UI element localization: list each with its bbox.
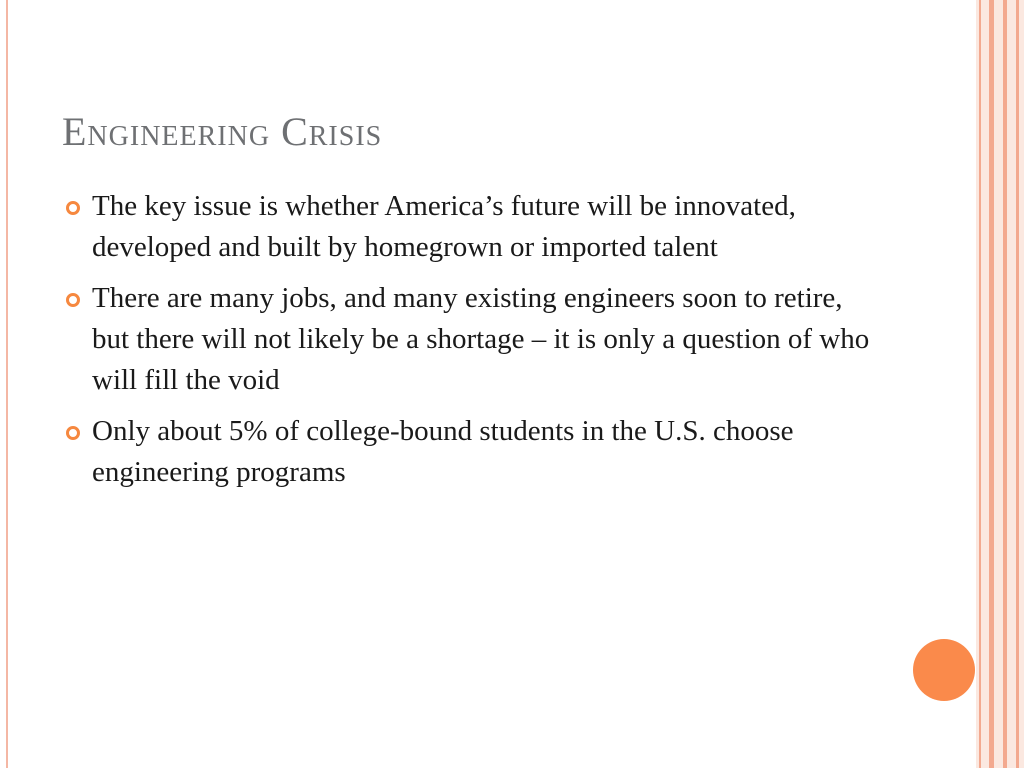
bullet-text: Only about 5% of college-bound students in the U.S. choose engineering programs [92, 415, 794, 488]
stripe [979, 0, 981, 768]
slide-title: Engineering Crisis [62, 109, 383, 154]
bullet-item [62, 186, 882, 268]
orange-dot-icon [913, 639, 975, 701]
circle-bullet-icon [66, 201, 80, 215]
stripe [1016, 0, 1019, 768]
bullet-item [62, 278, 882, 401]
left-border-line [6, 0, 8, 768]
right-decorative-stripes [976, 0, 1024, 768]
stripe [989, 0, 994, 768]
circle-bullet-icon [66, 293, 80, 307]
bullet-item [62, 411, 882, 493]
bullet-text: There are many jobs, and many existing engineers soon to retire, but there will not likely be a shortage – it is only a question of who will fill the void [92, 282, 870, 396]
stripe [1003, 0, 1007, 768]
circle-bullet-icon [66, 426, 80, 440]
bullet-text: The key issue is whether America’s future will be innovated, developed and built by homegrown or imported talent [92, 190, 796, 263]
bullet-list [62, 186, 882, 503]
